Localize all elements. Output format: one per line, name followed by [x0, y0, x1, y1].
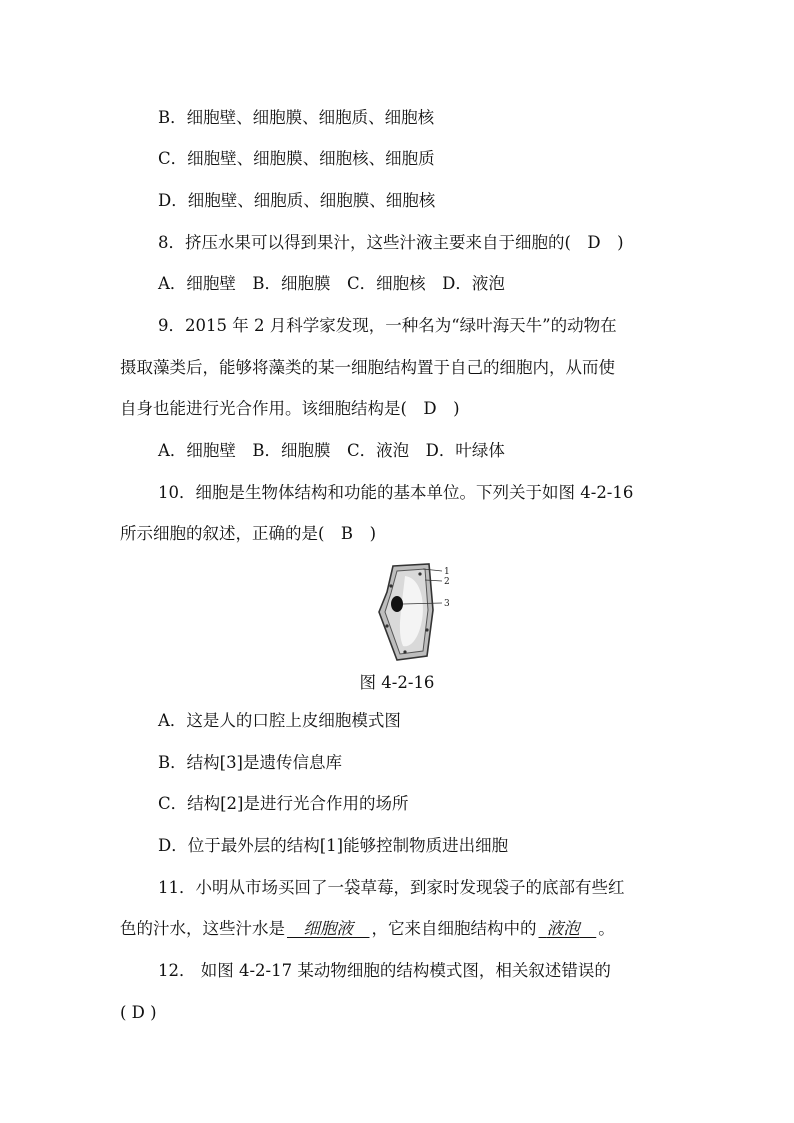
q9-stem-line1: 9．2015 年 2 月科学家发现，一种名为“绿叶海天牛”的动物在: [158, 316, 617, 335]
q11-stem-line1: 11．小明从市场买回了一袋草莓，到家时发现袋子的底部有些红: [158, 878, 625, 897]
q12-stem-line1: 12． 如图 4-2-17 某动物细胞的结构模式图，相关叙述错误的: [158, 961, 611, 980]
q12-answer: ( D ): [120, 1003, 157, 1022]
q10-option-b: B．结构[3]是遗传信息库: [158, 753, 342, 772]
q11-stem-line2: [120, 918, 615, 940]
q10-stem-line2: 所示细胞的叙述，正确的是( B ): [120, 524, 376, 543]
q7-option-d: D．细胞壁、细胞质、细胞膜、细胞核: [158, 191, 436, 210]
q9-stem-line2: 摄取藻类后，能够将藻类的某一细胞结构置于自己的细胞内，从而使: [120, 358, 615, 377]
label-1: 1: [444, 567, 450, 577]
q10-option-d: D．位于最外层的结构[1]能够控制物质进出细胞: [158, 836, 509, 855]
q11-answer-1: 细胞液: [303, 919, 353, 938]
q11-answer-2: 液泡: [546, 919, 580, 938]
nucleus-shape: [391, 596, 403, 612]
q7-option-c: C．细胞壁、细胞膜、细胞核、细胞质: [158, 149, 435, 168]
q11-text-pre: 色的汁水，这些汁水是: [120, 919, 285, 938]
label-3: 3: [444, 599, 450, 609]
q9-stem-line3: 自身也能进行光合作用。该细胞结构是( D ): [120, 399, 460, 418]
plant-cell-figure: [375, 562, 465, 662]
q10-option-c: C．结构[2]是进行光合作用的场所: [158, 794, 409, 813]
q8-options: A．细胞壁 B．细胞膜 C．细胞核 D．液泡: [158, 274, 505, 293]
q11-text-post: 。: [598, 919, 615, 938]
q10-option-a: A．这是人的口腔上皮细胞模式图: [158, 711, 401, 730]
q11-text-mid: ，它来自细胞结构中的: [371, 919, 537, 938]
q9-options: A．细胞壁 B．细胞膜 C．液泡 D．叶绿体: [158, 441, 505, 460]
q10-stem-line1: 10．细胞是生物体结构和功能的基本单位。下列关于如图 4-2-16: [158, 483, 634, 502]
figure-caption: 图 4-2-16: [359, 673, 435, 692]
q7-option-b: B．细胞壁、细胞膜、细胞质、细胞核: [158, 108, 435, 127]
q8-stem: 8．挤压水果可以得到果汁，这些汁液主要来自于细胞的( D ): [158, 233, 624, 252]
label-2: 2: [444, 577, 450, 587]
